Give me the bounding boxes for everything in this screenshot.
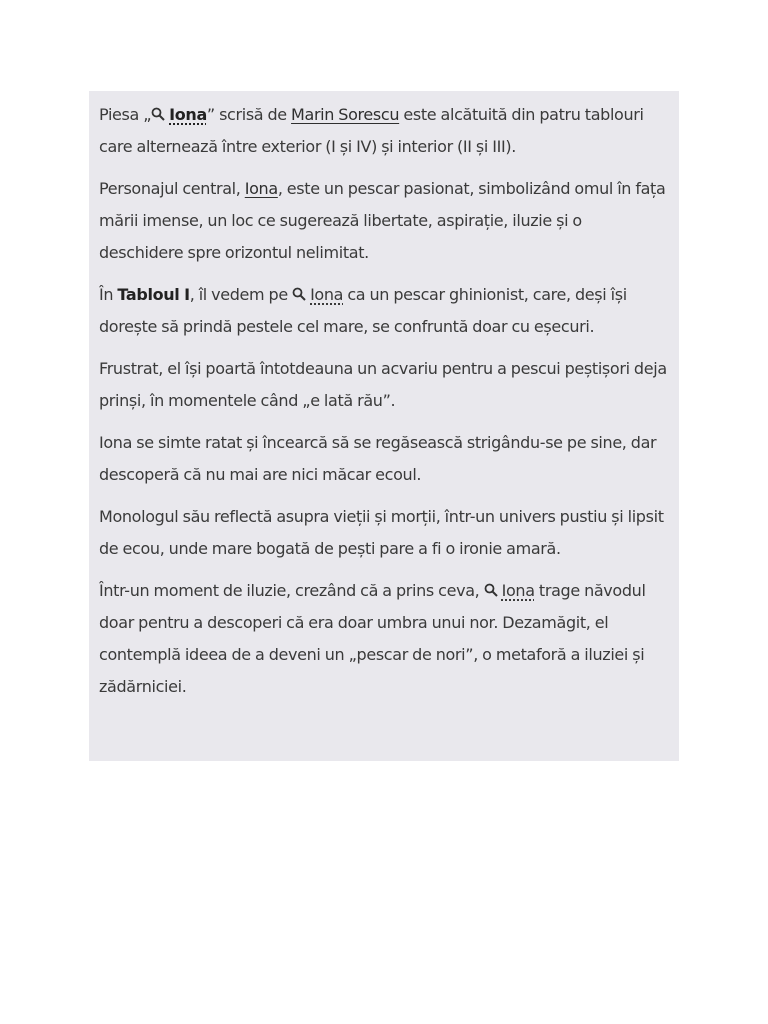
paragraph-5: Iona se simte ratat și încearcă să se regăsească strigându-se pe sine, dar descoperă că nu mai are nici măcar ecoul. xyxy=(99,433,657,484)
paragraph-text: Într-un moment de iluzie, crezând că a prins ceva, xyxy=(99,581,484,600)
paragraph-text: Personajul central, xyxy=(99,179,245,198)
iona-link[interactable]: Iona xyxy=(169,105,207,124)
paragraph-text: În xyxy=(99,285,118,304)
paragraph-1 xyxy=(99,99,669,163)
paragraph-text: , este un pescar pasionat, simbolizând omul în fața mării imense, un loc ce sugerează libertate, aspirație, iluzie și o deschidere spre orizontul nelimitat. xyxy=(99,179,666,262)
paragraph-7 xyxy=(99,575,669,703)
search-icon[interactable] xyxy=(292,287,306,301)
tabloul-heading: Tabloul I xyxy=(117,285,190,304)
paragraph-2 xyxy=(99,173,669,269)
marin-sorescu-link[interactable]: Marin Sorescu xyxy=(291,105,400,124)
paragraph-text: Piesa „ xyxy=(99,105,152,124)
paragraph-3 xyxy=(99,279,669,343)
paragraph-text: , îl vedem pe xyxy=(189,285,293,304)
paragraph-6: Monologul său reflectă asupra vieții și morții, într-un univers pustiu și lipsit de ecou, unde mare bogată de pești pare a fi o ironie amară. xyxy=(99,507,664,558)
iona-link[interactable]: Iona xyxy=(310,285,344,304)
paragraph-text: este alcătuită din patru tablouri care alternează între exterior (I și IV) și interior (II și III). xyxy=(99,105,644,156)
paragraph-text: ” scrisă de xyxy=(206,105,292,124)
paragraph-text: ca un pescar ghinionist, care, deși își dorește să prindă pestele cel mare, se confruntă doar cu eșecuri. xyxy=(99,285,627,336)
article-panel xyxy=(89,91,679,761)
iona-link[interactable]: Iona xyxy=(244,179,278,198)
iona-link[interactable]: Iona xyxy=(501,581,535,600)
search-icon[interactable] xyxy=(484,583,498,597)
paragraph-text: trage năvodul doar pentru a descoperi că era doar umbra unui nor. Dezamăgit, el contemplă ideea de a deveni un „pescar de nori”, o metaforă a iluziei și zădărniciei. xyxy=(99,581,646,696)
paragraph-4: Frustrat, el își poartă întotdeauna un acvariu pentru a pescui peștișori deja prinși, în momentele când „e lată rău”. xyxy=(99,359,667,410)
search-icon[interactable] xyxy=(151,107,165,121)
